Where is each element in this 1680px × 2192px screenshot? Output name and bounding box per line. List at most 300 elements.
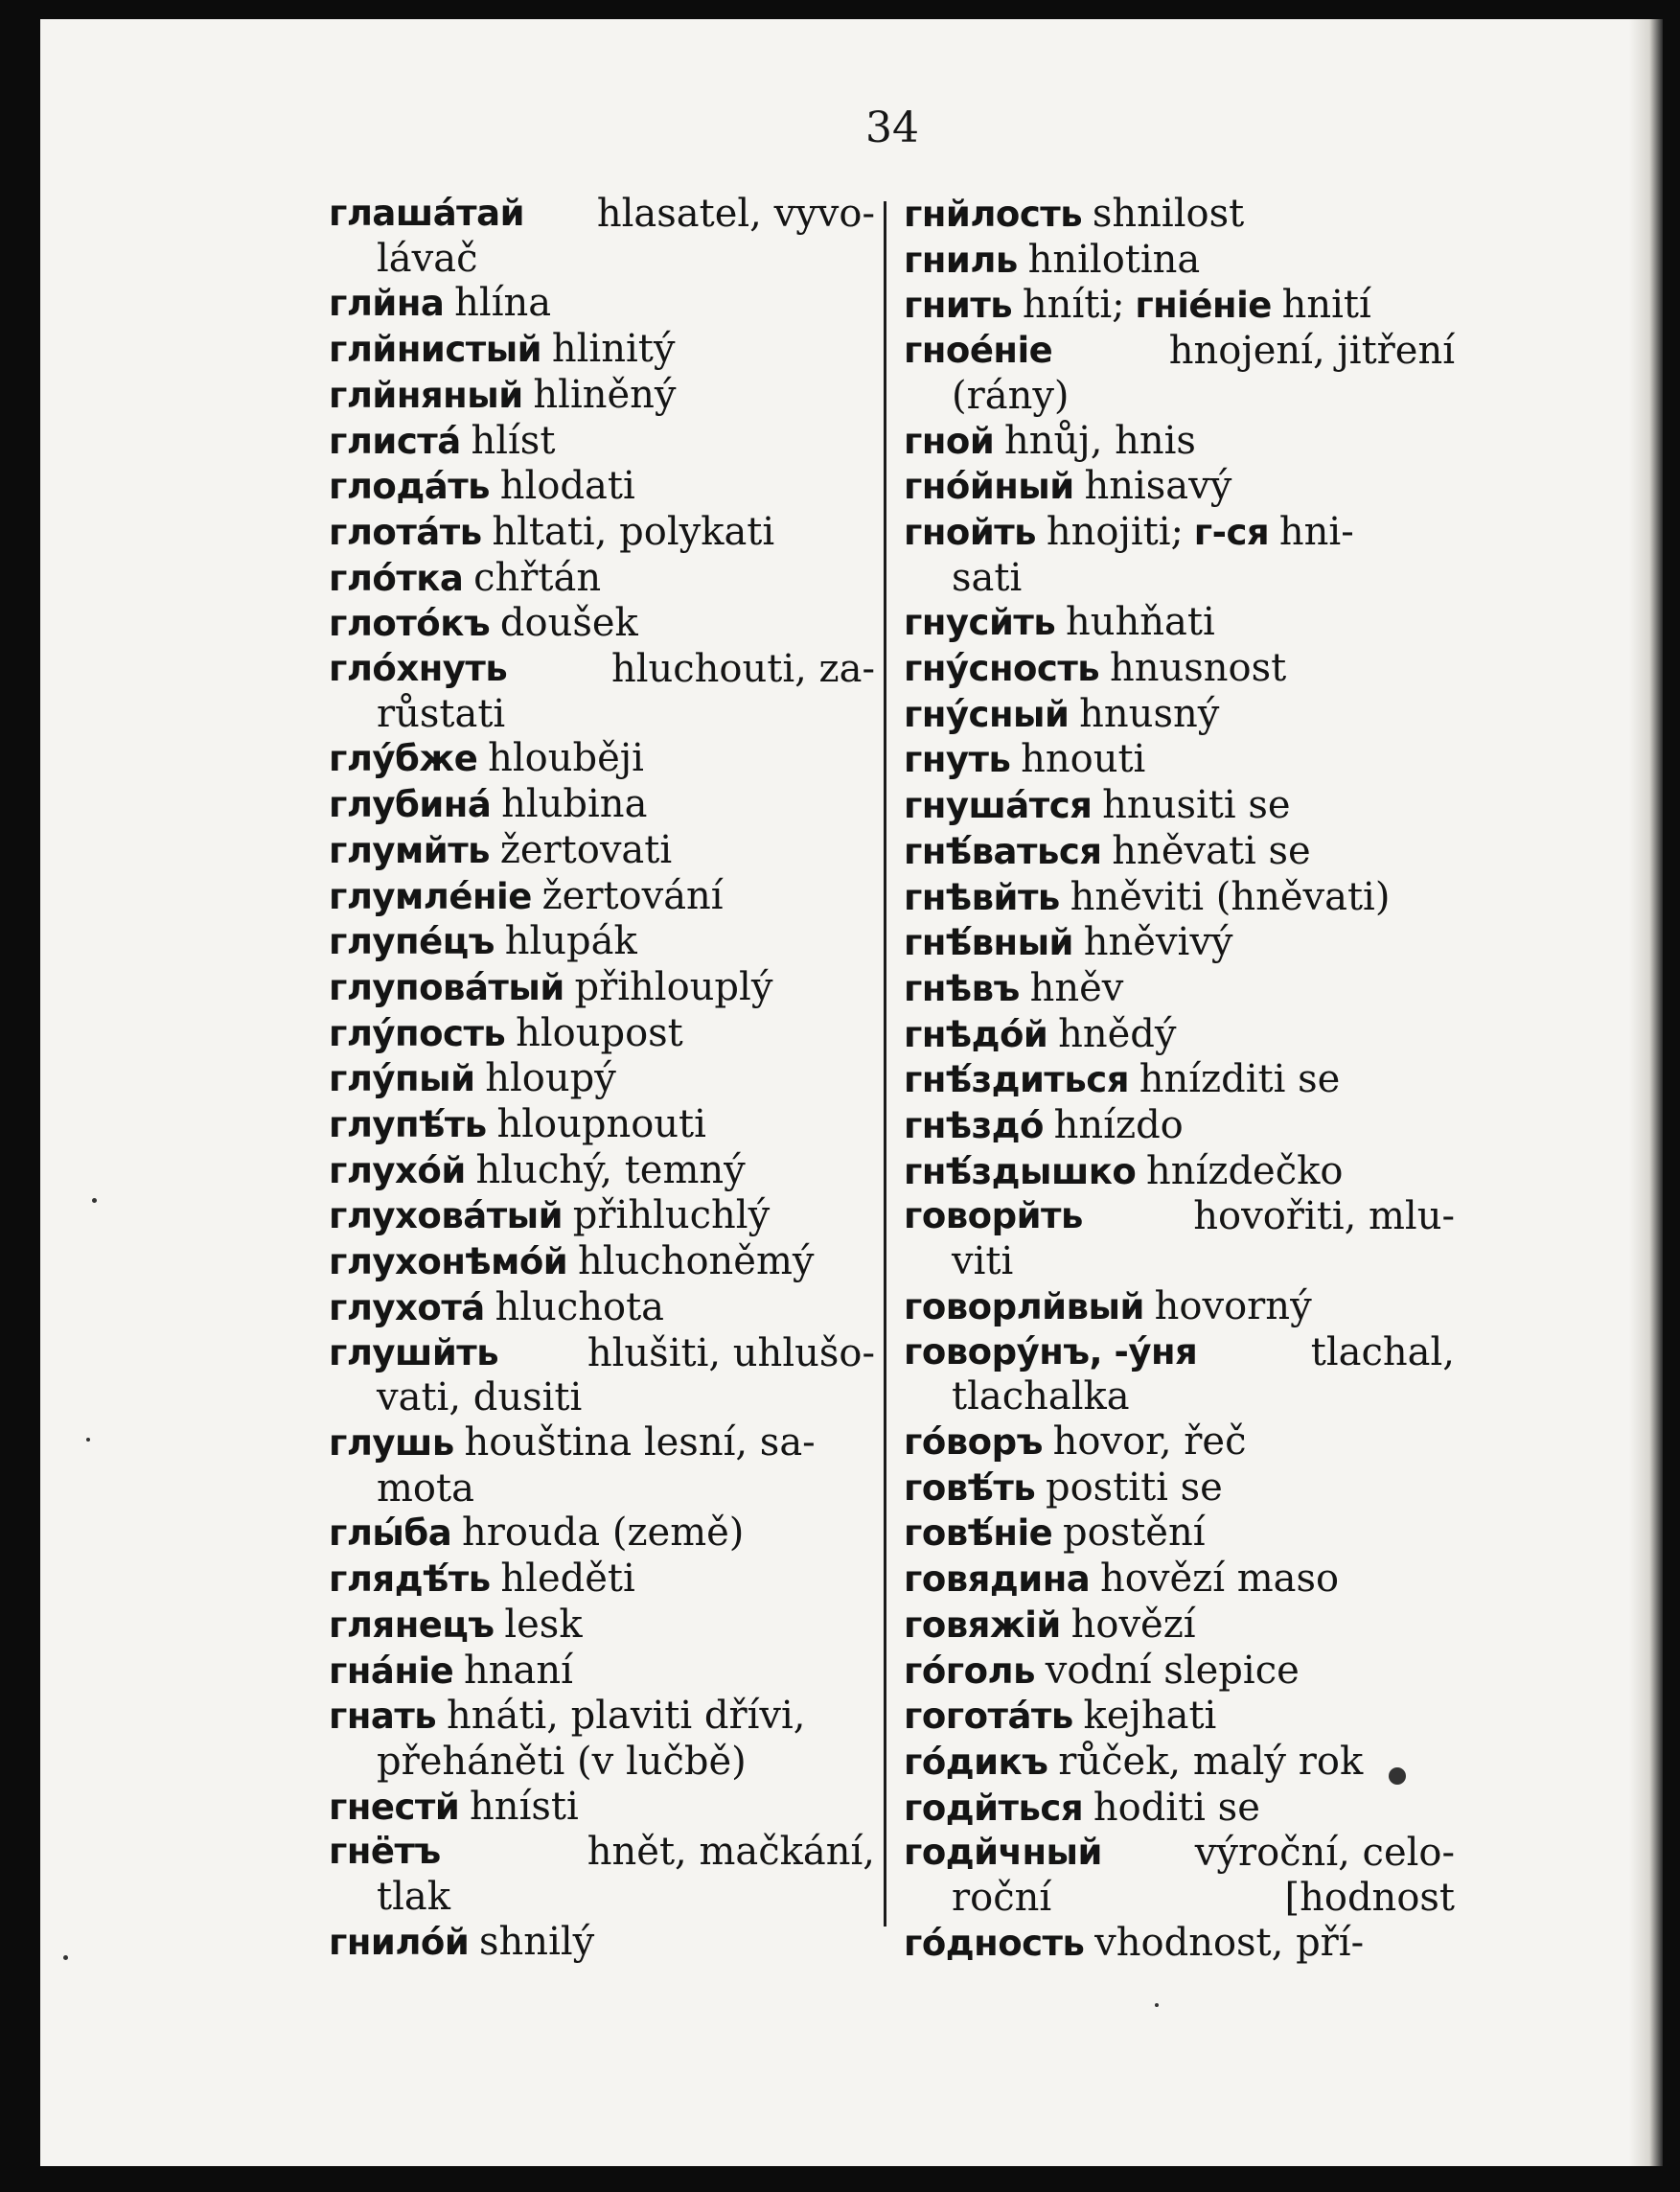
continuation-text: tlak — [377, 1875, 450, 1920]
entry-line — [329, 556, 875, 602]
definition: hlasatel, vyvo- — [596, 192, 875, 236]
dictionary-entry — [904, 1012, 1455, 1058]
entry-line — [904, 1694, 1455, 1740]
headword: говяжій — [904, 1604, 1061, 1646]
definition-continuation — [904, 556, 1455, 601]
dictionary-entry — [904, 1786, 1455, 1832]
definition: hovor, řeč — [1052, 1419, 1247, 1464]
dictionary-entry — [904, 646, 1455, 692]
headword: говѣ́ть — [904, 1466, 1036, 1509]
dictionary-entry — [329, 1056, 875, 1102]
headword: глянецъ — [329, 1604, 495, 1646]
entry-line — [904, 646, 1455, 692]
headword: глуповáтый — [329, 966, 564, 1008]
definition: hněviti (hněvati) — [1070, 874, 1391, 919]
headword: глодáть — [329, 466, 491, 508]
continuation-right-text: [hodnost — [1284, 1876, 1455, 1921]
entry-line — [329, 1148, 875, 1194]
dictionary-entry — [329, 1603, 875, 1649]
dictionary-entry — [904, 692, 1455, 738]
definition: hlubina — [501, 782, 648, 827]
dictionary-entry — [329, 1557, 875, 1603]
headword: гниль — [904, 239, 1018, 281]
definition: hluchouti, za- — [610, 647, 875, 692]
entry-line — [904, 1057, 1455, 1103]
headword: гной — [904, 420, 995, 462]
entry-line — [329, 464, 875, 510]
entry-line — [904, 419, 1455, 465]
headword: гнётъ — [329, 1831, 441, 1873]
dictionary-entry — [329, 419, 875, 465]
dictionary-entry — [329, 1694, 875, 1784]
definition: hnilotina — [1027, 237, 1201, 282]
headword: гнойть — [904, 511, 1037, 553]
headword: гóворъ — [904, 1420, 1043, 1463]
definition-continuation — [329, 692, 875, 737]
entry-line — [904, 600, 1455, 646]
definition: kejhati — [1083, 1694, 1217, 1739]
headword: глупѣ́ть — [329, 1104, 487, 1146]
entry-line — [329, 419, 875, 465]
headword: гнѣ́вный — [904, 922, 1073, 964]
definition: hloupost — [516, 1010, 683, 1055]
dictionary-entry — [904, 1921, 1455, 1967]
headword: годйчный — [904, 1832, 1102, 1874]
headword: глйна — [329, 283, 445, 325]
definition: hluchoněmý — [577, 1239, 815, 1284]
continuation-text: tlachalka — [952, 1374, 1130, 1419]
definition-secondary: hni- — [1278, 509, 1354, 554]
entry-line — [329, 1056, 875, 1102]
entry-line — [904, 920, 1455, 966]
definition: hovořiti, mlu- — [1193, 1194, 1455, 1239]
definition-continuation — [904, 1876, 1455, 1921]
dictionary-entry — [329, 510, 875, 556]
definition: hnisavý — [1084, 464, 1232, 509]
entry-line — [329, 1239, 875, 1285]
definition: přihluchlý — [572, 1193, 771, 1238]
entry-line — [329, 1920, 875, 1966]
scan-speck — [92, 1198, 97, 1203]
headword: гнѣвъ — [904, 967, 1020, 1009]
definition: hleděti — [500, 1557, 635, 1602]
dictionary-entry — [904, 600, 1455, 646]
definition: hovězí — [1070, 1602, 1196, 1647]
headword: гнýсный — [904, 693, 1070, 735]
entry-line — [329, 782, 875, 828]
entry-line — [329, 601, 875, 647]
right-column — [904, 192, 1455, 1966]
headword: гнѣ́ваться — [904, 830, 1102, 872]
definition: postění — [1062, 1511, 1206, 1556]
entry-line — [329, 1649, 875, 1695]
continuation-text: vati, dusiti — [377, 1375, 583, 1420]
definition: vhodnost, pří- — [1094, 1920, 1365, 1965]
definition: hovorný — [1154, 1283, 1312, 1328]
entry-line — [904, 1103, 1455, 1149]
headword: глубинá — [329, 784, 492, 826]
dictionary-entry — [904, 1740, 1455, 1786]
continuation-text: přeháněti (v lučbě) — [377, 1739, 747, 1784]
page-edge-shadow — [1629, 19, 1663, 2166]
headword: глóтка — [329, 557, 464, 599]
dictionary-entry — [329, 327, 875, 373]
dictionary-entry — [329, 556, 875, 602]
definition: tlachal, — [1310, 1329, 1455, 1374]
entry-line — [904, 1465, 1455, 1511]
definition: hlinitý — [551, 327, 676, 372]
definition-continuation — [329, 1466, 875, 1511]
definition: hoditi se — [1093, 1785, 1260, 1830]
definition: hovězí maso — [1100, 1557, 1340, 1602]
definition: hlodati — [499, 464, 635, 509]
headword: глашáтай — [329, 193, 524, 234]
entry-line — [904, 692, 1455, 738]
dictionary-entry — [329, 1920, 875, 1966]
definition: růček, malý rok — [1058, 1739, 1364, 1784]
dictionary-entry — [904, 1057, 1455, 1103]
dictionary-entry — [329, 1420, 875, 1511]
dictionary-entry — [904, 1149, 1455, 1195]
headword: глйнистый — [329, 329, 542, 371]
entry-line — [904, 1603, 1455, 1649]
dictionary-entry — [329, 965, 875, 1011]
headword: глумйть — [329, 829, 491, 871]
entry-line — [329, 1557, 875, 1603]
definition: vodní slepice — [1045, 1648, 1300, 1693]
headword: гнилóй — [329, 1921, 470, 1963]
definition: hrouda (země) — [461, 1511, 745, 1556]
definition-continuation — [329, 1875, 875, 1920]
entry-line — [329, 192, 875, 237]
definition: hnusnost — [1109, 646, 1287, 691]
headword: глушйть — [329, 1331, 499, 1373]
entry-line — [904, 1330, 1455, 1375]
entry-line — [904, 1649, 1455, 1695]
definition-continuation — [904, 374, 1455, 419]
definition: hluchota — [495, 1284, 664, 1329]
entry-line — [904, 1284, 1455, 1330]
continuation-text: roční — [952, 1876, 1052, 1921]
entry-line — [904, 737, 1455, 783]
entry-line — [329, 281, 875, 327]
entry-line — [329, 1694, 875, 1740]
entry-line — [904, 1740, 1455, 1786]
dictionary-entry — [904, 875, 1455, 921]
definition: hnízditi se — [1139, 1057, 1341, 1102]
headword: гоготáть — [904, 1696, 1073, 1738]
definition: hnusiti se — [1102, 783, 1291, 828]
dictionary-entry — [904, 510, 1455, 600]
headword: гнѣдóй — [904, 1013, 1048, 1055]
definition: hněv — [1029, 965, 1124, 1010]
entry-line — [904, 1786, 1455, 1832]
definition: hlupák — [504, 919, 637, 964]
dictionary-entry — [329, 464, 875, 510]
headword: глýпость — [329, 1012, 506, 1054]
headword: глýпый — [329, 1058, 475, 1100]
definition: hnízdečko — [1146, 1148, 1344, 1193]
dictionary-entry — [904, 920, 1455, 966]
headword: гóдикъ — [904, 1741, 1048, 1783]
entry-line — [329, 965, 875, 1011]
headword: гóдность — [904, 1922, 1085, 1964]
dictionary-entry — [329, 736, 875, 782]
entry-line — [329, 1193, 875, 1239]
headword: глумлéніе — [329, 875, 532, 917]
dictionary-entry — [904, 783, 1455, 829]
headword: говорйть — [904, 1195, 1083, 1237]
continuation-text: (rány) — [952, 373, 1070, 418]
definition: hněvati se — [1112, 828, 1311, 873]
headword: гнать — [329, 1696, 437, 1738]
dictionary-entry — [904, 1649, 1455, 1695]
dictionary-entry — [329, 1239, 875, 1285]
headword: глухóй — [329, 1149, 466, 1191]
dictionary-entry — [329, 1331, 875, 1420]
entry-line — [904, 192, 1455, 238]
definition: hlíst — [471, 418, 556, 463]
headword: говядина — [904, 1558, 1091, 1601]
headword: глупéцъ — [329, 921, 495, 963]
dictionary-entry — [329, 1649, 875, 1695]
dictionary-entry — [904, 1511, 1455, 1557]
dictionary-entry — [904, 464, 1455, 510]
dictionary-entry — [904, 192, 1455, 238]
headword: глотáть — [329, 511, 482, 553]
continuation-text: růstati — [377, 691, 506, 736]
dictionary-entry — [904, 1557, 1455, 1603]
definition-continuation — [904, 1239, 1455, 1284]
headword: гнусйть — [904, 602, 1056, 644]
definition: chřtán — [473, 555, 602, 600]
definition-continuation — [329, 1740, 875, 1785]
dictionary-entry — [904, 419, 1455, 465]
scan-speck — [86, 1438, 90, 1442]
headword: гнуть — [904, 739, 1011, 781]
definition: hliněný — [533, 372, 677, 417]
entry-line — [904, 1921, 1455, 1967]
definition: hlína — [454, 281, 552, 326]
definition: hnojení, jitření — [1168, 329, 1455, 374]
headword: глотóкъ — [329, 603, 491, 645]
dictionary-entry — [904, 1465, 1455, 1511]
dictionary-entry — [329, 1148, 875, 1194]
definition: huhňati — [1065, 600, 1215, 645]
definition: hněvivý — [1083, 920, 1233, 965]
headword: глóхнуть — [329, 648, 508, 690]
page-number: 34 — [865, 104, 919, 152]
entry-line — [904, 783, 1455, 829]
dictionary-entry — [329, 919, 875, 965]
dictionary-entry — [904, 1103, 1455, 1149]
definition-secondary: hnití — [1281, 283, 1371, 328]
headword: глухотá — [329, 1286, 485, 1328]
headword: глухонѣмóй — [329, 1241, 568, 1283]
continuation-text: mota — [377, 1465, 474, 1511]
definition: přihlouplý — [574, 964, 773, 1009]
entry-line — [904, 238, 1455, 284]
dictionary-entry — [904, 1330, 1455, 1419]
headword: гнйлость — [904, 194, 1083, 235]
entry-line — [904, 966, 1455, 1012]
scan-speck — [1389, 1767, 1406, 1785]
entry-line — [329, 373, 875, 419]
dictionary-entry — [329, 828, 875, 874]
dictionary-entry — [904, 1831, 1455, 1920]
dictionary-entry — [329, 782, 875, 828]
headword: глистá — [329, 420, 461, 462]
entry-line — [904, 510, 1455, 556]
entry-line — [329, 1830, 875, 1875]
continuation-text: sati — [952, 555, 1023, 600]
dictionary-entry — [329, 373, 875, 419]
headword: гнáніе — [329, 1650, 454, 1692]
column-divider — [884, 201, 886, 1927]
entry-line — [904, 1831, 1455, 1876]
headword: гноéніе — [904, 330, 1053, 372]
definition: shnilý — [479, 1919, 595, 1964]
definition: žertování — [541, 873, 724, 918]
entry-line — [904, 1012, 1455, 1058]
entry-line — [329, 1785, 875, 1831]
dictionary-entry — [904, 1603, 1455, 1649]
dictionary-entry — [329, 874, 875, 920]
dictionary-entry — [329, 1830, 875, 1919]
entry-line — [904, 1511, 1455, 1557]
definition: doušek — [499, 601, 638, 646]
definition: postiti se — [1045, 1465, 1223, 1510]
dictionary-entry — [329, 647, 875, 736]
headword: говорýнъ, -ýня — [904, 1330, 1198, 1373]
entry-line — [904, 875, 1455, 921]
entry-line — [904, 464, 1455, 510]
headword-secondary: г-ся — [1193, 511, 1270, 553]
definition: hnojiti; — [1046, 509, 1184, 554]
headword: глы́ба — [329, 1512, 452, 1555]
dictionary-entry — [904, 1194, 1455, 1283]
entry-line — [329, 1420, 875, 1466]
headword: говорлйвый — [904, 1285, 1144, 1327]
entry-line — [329, 1102, 875, 1148]
definition: hnědý — [1058, 1011, 1177, 1056]
headword: гнóйный — [904, 466, 1074, 508]
definition: houština lesní, sa- — [464, 1419, 816, 1465]
dictionary-entry — [329, 1011, 875, 1057]
headword: глядѣ́ть — [329, 1558, 491, 1601]
continuation-text: viti — [952, 1239, 1014, 1284]
entry-line — [329, 919, 875, 965]
definition: hltati, polykati — [492, 509, 775, 554]
dictionary-entry — [329, 1285, 875, 1331]
dictionary-entry — [329, 1193, 875, 1239]
entry-line — [904, 1149, 1455, 1195]
scan-speck — [1155, 2003, 1159, 2007]
dictionary-entry — [904, 283, 1455, 329]
definition: hnět, mačkání, — [587, 1830, 875, 1875]
dictionary-entry — [904, 1694, 1455, 1740]
entry-line — [329, 874, 875, 920]
entry-line — [329, 828, 875, 874]
headword: гнѣвйть — [904, 876, 1060, 918]
dictionary-entry — [904, 829, 1455, 875]
definition: hníti; — [1022, 283, 1125, 328]
definition: výroční, celo- — [1194, 1831, 1455, 1876]
definition: hlouběji — [488, 736, 644, 781]
entry-line — [329, 510, 875, 556]
definition-continuation — [329, 1375, 875, 1420]
entry-line — [329, 647, 875, 692]
dictionary-entry — [904, 1419, 1455, 1465]
definition: hnusný — [1079, 691, 1220, 736]
headword: говѣ́ніе — [904, 1512, 1053, 1555]
headword-secondary: гніéніе — [1135, 285, 1272, 327]
definition: lesk — [504, 1602, 583, 1647]
scan-speck — [63, 1955, 68, 1960]
entry-line — [329, 327, 875, 373]
definition: hloupý — [485, 1056, 616, 1101]
definition: hnůj, hnis — [1004, 418, 1196, 463]
dictionary-entry — [904, 238, 1455, 284]
dictionary-entry — [904, 1284, 1455, 1330]
dictionary-entry — [329, 192, 875, 281]
definition-continuation — [904, 1374, 1455, 1419]
entry-line — [329, 736, 875, 782]
dictionary-entry — [329, 601, 875, 647]
dictionary-entry — [329, 1785, 875, 1831]
headword: гóголь — [904, 1650, 1035, 1692]
entry-line — [329, 1603, 875, 1649]
entry-line — [904, 829, 1455, 875]
headword: гнѣздó — [904, 1105, 1044, 1147]
entry-line — [904, 329, 1455, 374]
definition: hnízdo — [1053, 1103, 1184, 1148]
dictionary-entry — [329, 1102, 875, 1148]
entry-line — [329, 1011, 875, 1057]
headword: гнѣ́здиться — [904, 1059, 1129, 1101]
definition: hnouti — [1021, 737, 1146, 782]
definition: hnaní — [463, 1648, 573, 1693]
left-column — [329, 192, 875, 1965]
definition: hnísti — [470, 1784, 579, 1829]
entry-line — [904, 1419, 1455, 1465]
continuation-text: lávač — [377, 236, 478, 281]
dictionary-entry — [329, 1511, 875, 1557]
headword: глуховáтый — [329, 1195, 564, 1237]
headword: гнѣ́здышко — [904, 1150, 1137, 1192]
definition: hluchý, temný — [475, 1147, 746, 1192]
headword: глушь — [329, 1421, 454, 1464]
dictionary-entry — [904, 966, 1455, 1012]
headword: гнушáтся — [904, 785, 1093, 827]
definition: hnáti, plaviti dřívi, — [446, 1694, 806, 1739]
dictionary-entry — [904, 737, 1455, 783]
headword: гнить — [904, 285, 1013, 327]
headword: глýбже — [329, 738, 478, 780]
dictionary-entry — [904, 329, 1455, 418]
headword: гнестй — [329, 1786, 460, 1828]
definition: shnilost — [1092, 192, 1245, 236]
headword: годйться — [904, 1787, 1084, 1829]
definition: hlušiti, uhlušo- — [587, 1330, 875, 1375]
entry-line — [329, 1331, 875, 1376]
entry-line — [904, 283, 1455, 329]
entry-line — [904, 1194, 1455, 1239]
entry-line — [904, 1557, 1455, 1603]
headword: глйняный — [329, 374, 523, 416]
entry-line — [329, 1511, 875, 1557]
definition: hloupnouti — [496, 1102, 706, 1147]
